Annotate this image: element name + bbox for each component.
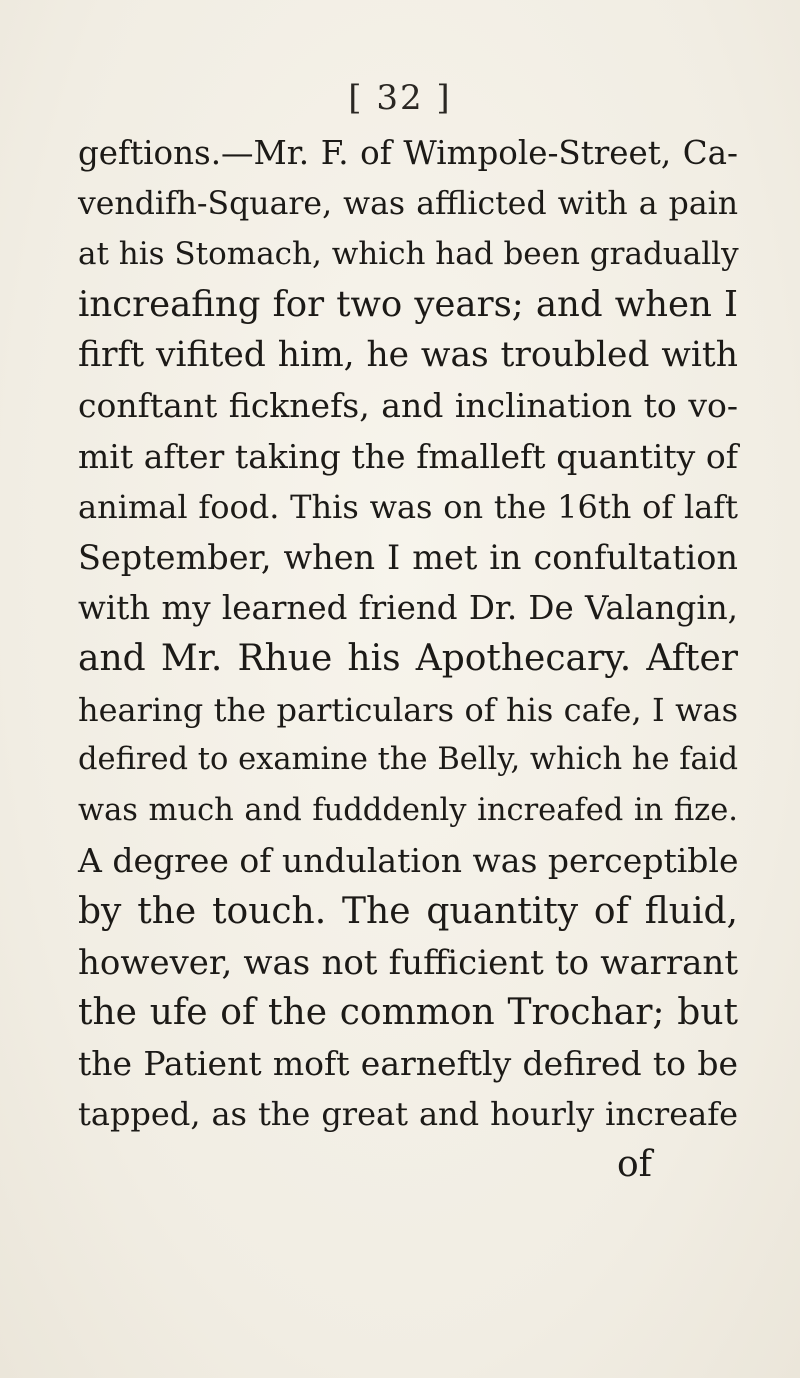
text-line: the Patient moft earneftly defired to be	[78, 1043, 738, 1083]
text-line: A degree of undulation was perceptible	[78, 841, 739, 881]
text-line: with my learned friend Dr. De Valangin,	[78, 589, 738, 628]
text-line: at his Stomach, which had been gradually	[78, 236, 739, 273]
text-line: vendifh-Square, was afflicted with a pain	[78, 185, 738, 222]
body-text	[78, 128, 738, 1190]
text-line: conftant ficknefs, and inclination to vo-	[78, 385, 738, 425]
text-line: tapped, as the great and hourly increafe	[78, 1095, 738, 1134]
text-line: mit after taking the fmalleft quantity of	[78, 436, 738, 476]
text-line: geftions.—Mr. F. of Wimpole-Street, Ca-	[78, 134, 738, 172]
text-line: hearing the particulars of his cafe, I was	[78, 690, 738, 729]
page-number: [ 32 ]	[348, 78, 452, 118]
text-line: increafing for two years; and when I	[78, 283, 738, 325]
text-line: and Mr. Rhue his Apothecary. After	[78, 637, 738, 679]
text-line: animal food. This was on the 16th of laft	[78, 488, 738, 527]
text-line: the ufe of the common Trochar; but	[78, 992, 738, 1034]
text-line: September, when I met in confultation	[78, 537, 738, 577]
text-line: by the touch. The quantity of fluid,	[78, 890, 738, 932]
text-line: firft vifited him, he was troubled with	[78, 335, 738, 376]
text-line: was much and fudddenly increafed in fize.	[78, 792, 738, 828]
catchword: of	[617, 1143, 652, 1185]
text-line: defired to examine the Belly, which he faid	[78, 742, 738, 778]
text-line: however, was not fufficient to warrant	[78, 942, 738, 983]
